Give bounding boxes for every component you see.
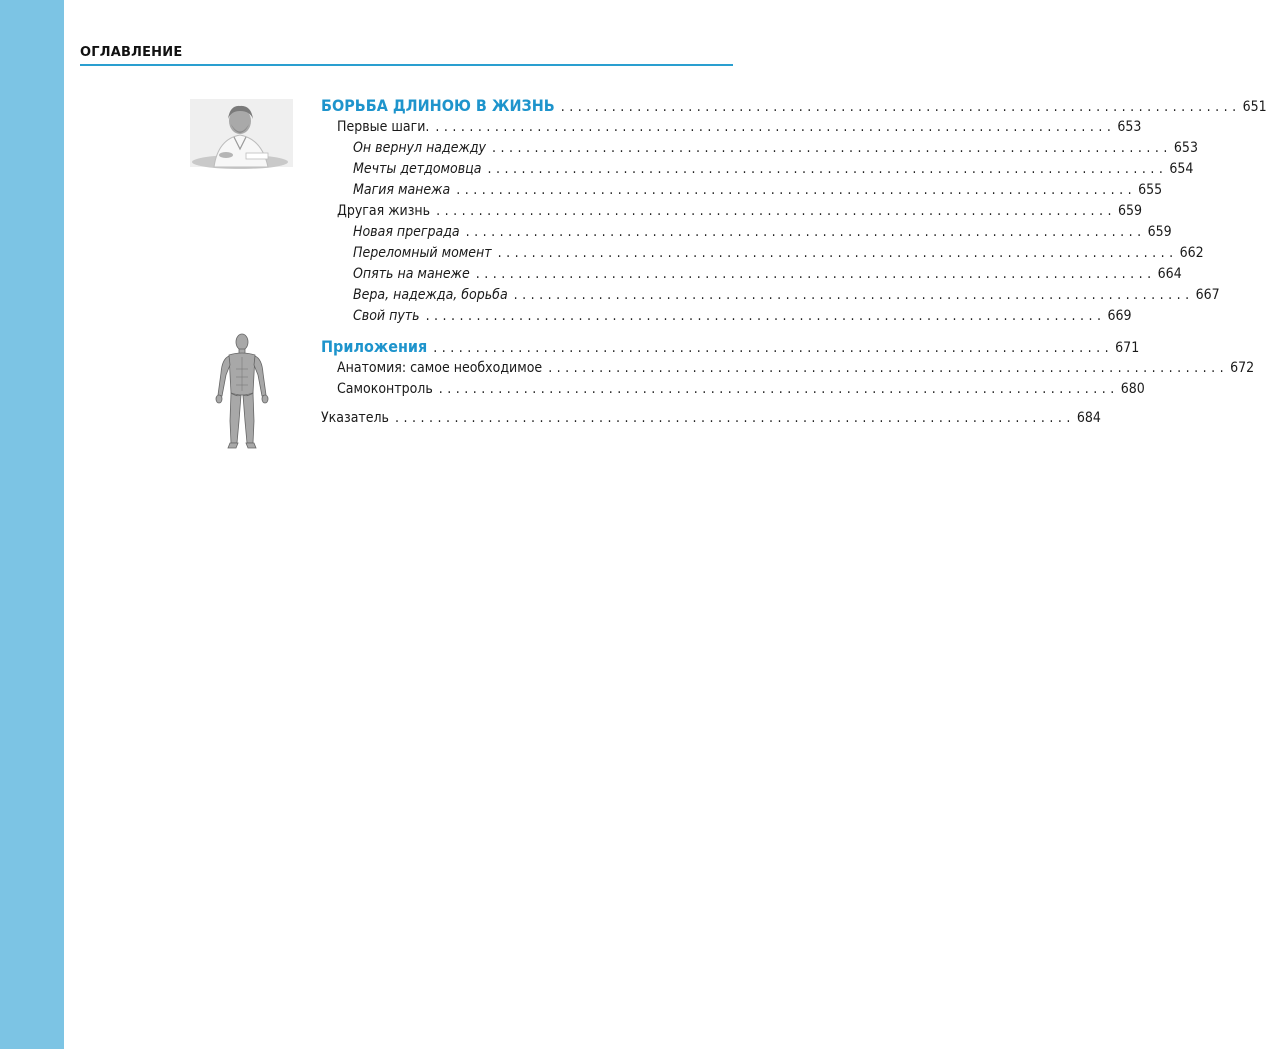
- toc-entry[interactable]: [353, 224, 1172, 244]
- toc-entry[interactable]: [353, 266, 1182, 286]
- toc-entry-title: Указатель: [321, 410, 389, 426]
- toc-leader-dots: ................................................................................: [394, 410, 1075, 426]
- toc-entry-page: 680: [1120, 381, 1145, 397]
- toc-entry-title: Опять на манеже: [353, 266, 470, 282]
- toc-entry-title: Анатомия: самое необходимое: [337, 360, 543, 376]
- toc-entry[interactable]: [353, 287, 1220, 307]
- toc-entry-title: Свой путь: [353, 308, 420, 324]
- toc-entry-page: 684: [1076, 410, 1101, 426]
- toc-entry-page: 669: [1107, 308, 1132, 324]
- toc-leader-dots: ................................................................................: [475, 266, 1156, 282]
- toc-entry[interactable]: [353, 308, 1132, 328]
- header-rule: [80, 64, 733, 66]
- toc-leader-dots: ................................................................................: [425, 308, 1106, 324]
- portrait-photo: [190, 99, 293, 167]
- toc-entry-title: Мечты детдомовца: [353, 161, 482, 177]
- page-header-title: ОГЛАВЛЕНИЕ: [80, 45, 183, 60]
- toc-entry-title: Вера, надежда, борьба: [353, 287, 508, 303]
- toc-entry-title: Новая преграда: [353, 224, 460, 240]
- toc-entry[interactable]: [321, 337, 1140, 357]
- toc-entry[interactable]: [337, 203, 1143, 223]
- toc-entry-title: Самоконтроль: [337, 381, 433, 397]
- toc-leader-dots: ................................................................................: [560, 99, 1241, 115]
- toc-entry-title: БОРЬБА ДЛИНОЮ В ЖИЗНЬ: [321, 96, 555, 115]
- toc-entry[interactable]: [353, 161, 1194, 181]
- toc-entry[interactable]: [353, 182, 1163, 202]
- toc-entry-page: 653: [1173, 140, 1198, 156]
- anatomy-figure: [212, 333, 272, 451]
- toc-entry[interactable]: [353, 140, 1198, 160]
- side-color-bar: [0, 0, 64, 1049]
- toc-entry-title: Магия манежа: [353, 182, 451, 198]
- portrait-photo-graphic: [190, 99, 293, 167]
- toc-entry-page: 667: [1195, 287, 1220, 303]
- toc-entry-title: Приложения: [321, 337, 428, 356]
- toc-leader-dots: ................................................................................: [435, 119, 1116, 135]
- toc-leader-dots: ................................................................................: [436, 203, 1117, 219]
- toc-leader-dots: ................................................................................: [433, 340, 1114, 356]
- toc-entry-page: 662: [1179, 245, 1204, 261]
- toc-leader-dots: ................................................................................: [456, 182, 1137, 198]
- toc-entry-page: 671: [1115, 340, 1140, 356]
- toc-leader-dots: ................................................................................: [438, 381, 1119, 397]
- toc-entry-page: 672: [1230, 360, 1255, 376]
- toc-entry-page: 653: [1117, 119, 1142, 135]
- toc-entry[interactable]: [337, 119, 1142, 139]
- toc-entry[interactable]: [321, 410, 1101, 430]
- toc-leader-dots: ................................................................................: [487, 161, 1168, 177]
- toc-leader-dots: ................................................................................: [548, 360, 1229, 376]
- toc-entry-page: 651: [1242, 99, 1267, 115]
- toc-entry-page: 655: [1138, 182, 1163, 198]
- toc-entry-title: Переломный момент: [353, 245, 492, 261]
- toc-entry-page: 654: [1169, 161, 1194, 177]
- anatomy-figure-graphic: [212, 333, 272, 451]
- toc-entry-title: Другая жизнь: [337, 203, 431, 219]
- toc-entry-page: 659: [1147, 224, 1172, 240]
- toc-leader-dots: ................................................................................: [497, 245, 1178, 261]
- toc-entry[interactable]: [337, 360, 1255, 380]
- toc-entry-title: Первые шаги.: [337, 119, 430, 135]
- toc-leader-dots: ................................................................................: [492, 140, 1172, 156]
- toc-entry[interactable]: [321, 96, 1267, 116]
- toc-entry-page: 659: [1118, 203, 1143, 219]
- toc-entry-page: 664: [1157, 266, 1182, 282]
- toc-entry[interactable]: [337, 381, 1145, 401]
- toc-entry[interactable]: [353, 245, 1204, 265]
- toc-leader-dots: ................................................................................: [513, 287, 1194, 303]
- toc-leader-dots: ................................................................................: [465, 224, 1146, 240]
- toc-entry-title: Он вернул надежду: [353, 140, 486, 156]
